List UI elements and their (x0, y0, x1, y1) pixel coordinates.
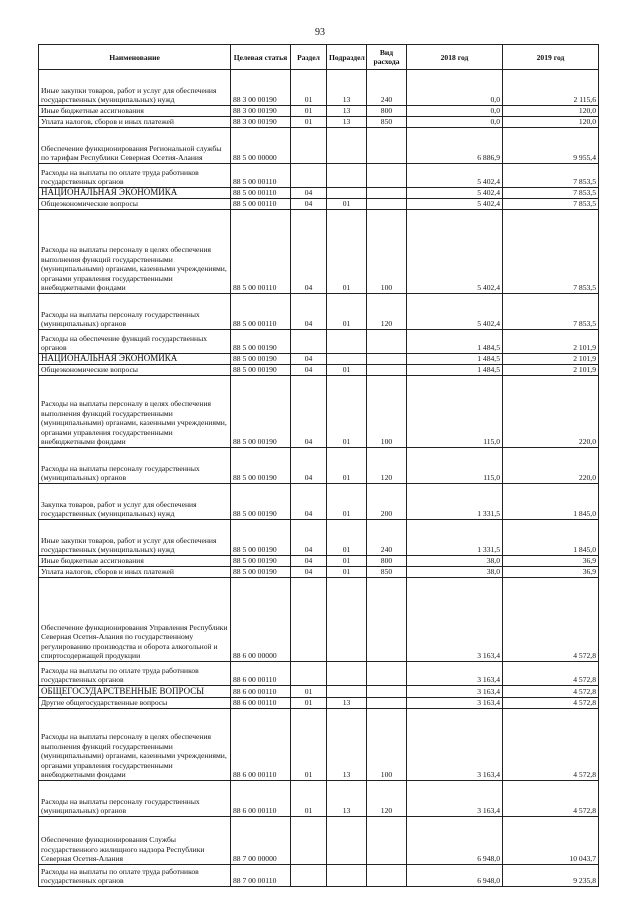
table-row (39, 294, 599, 330)
cell-2019: 7 853,5 (503, 164, 599, 188)
cell-2018: 0,0 (407, 117, 503, 128)
cell-2019: 9 955,4 (503, 128, 599, 164)
table-row (39, 330, 599, 354)
cell-expense-type (367, 686, 407, 698)
cell-2018: 3 163,4 (407, 662, 503, 686)
budget-table (38, 44, 599, 887)
cell-section: 01 (291, 698, 327, 709)
table-row (39, 567, 599, 578)
cell-section (291, 662, 327, 686)
cell-expense-type (367, 354, 407, 365)
cell-name: Общеэкономические вопросы (39, 199, 231, 210)
cell-2019: 1 845,0 (503, 484, 599, 520)
table-row (39, 376, 599, 448)
cell-code: 88 5 00 00190 (231, 567, 291, 578)
cell-2018: 0,0 (407, 106, 503, 117)
cell-2019: 4 572,8 (503, 578, 599, 662)
cell-name: Расходы на выплаты по оплате труда работников государственных органов (39, 164, 231, 188)
cell-2019: 4 572,8 (503, 698, 599, 709)
cell-section: 04 (291, 365, 327, 376)
cell-2018: 38,0 (407, 556, 503, 567)
cell-subsection: 13 (327, 698, 367, 709)
cell-name: Иные закупки товаров, работ и услуг для обеспечения государственных (муниципальных) нужд (39, 520, 231, 556)
header-section: Раздел (291, 45, 327, 70)
cell-2019: 120,0 (503, 117, 599, 128)
cell-subsection: 01 (327, 294, 367, 330)
cell-2018: 3 163,4 (407, 578, 503, 662)
cell-2019: 9 235,8 (503, 865, 599, 887)
cell-subsection (327, 128, 367, 164)
table-row (39, 865, 599, 887)
cell-2018: 1 331,5 (407, 484, 503, 520)
cell-name: НАЦИОНАЛЬНАЯ ЭКОНОМИКА (39, 188, 231, 199)
cell-name: Обеспечение функционирования Службы государственного жилищного надзора Республики Северная Осетия-Алания (39, 817, 231, 865)
cell-code: 88 6 00 00110 (231, 698, 291, 709)
cell-2019: 4 572,8 (503, 709, 599, 781)
table-row (39, 817, 599, 865)
cell-subsection: 01 (327, 448, 367, 484)
cell-section: 04 (291, 567, 327, 578)
cell-section (291, 865, 327, 887)
cell-name: Расходы на выплаты персоналу в целях обеспечения выполнения функций государственными (муниципальными) органами, казенными учреждениями, органами управления государственными внебюджетными фондами (39, 210, 231, 294)
cell-expense-type: 850 (367, 567, 407, 578)
cell-subsection: 13 (327, 709, 367, 781)
table-row (39, 188, 599, 199)
cell-section: 04 (291, 448, 327, 484)
cell-2019: 120,0 (503, 106, 599, 117)
cell-subsection: 13 (327, 117, 367, 128)
cell-subsection (327, 188, 367, 199)
cell-2019: 7 853,5 (503, 294, 599, 330)
cell-expense-type (367, 164, 407, 188)
cell-code: 88 5 00 00190 (231, 376, 291, 448)
cell-section: 04 (291, 354, 327, 365)
cell-expense-type: 200 (367, 484, 407, 520)
cell-name: Расходы на выплаты персоналу государственных (муниципальных) органов (39, 448, 231, 484)
cell-name: Расходы на выплаты персоналу государственных (муниципальных) органов (39, 781, 231, 817)
cell-2019: 36,9 (503, 556, 599, 567)
cell-expense-type: 800 (367, 556, 407, 567)
cell-expense-type: 240 (367, 70, 407, 106)
header-expense-type: Вид расхода (367, 45, 407, 70)
cell-name: Обеспечение функционирования Управления Республики Северная Осетия-Алания по государственному регулированию производства и оборота алкогольной и спиртосодержащей продукции (39, 578, 231, 662)
cell-name: Уплата налогов, сборов и иных платежей (39, 117, 231, 128)
cell-section (291, 578, 327, 662)
cell-code: 88 5 00 00190 (231, 354, 291, 365)
cell-code: 88 5 00 00190 (231, 484, 291, 520)
cell-2019: 220,0 (503, 448, 599, 484)
cell-code: 88 6 00 00110 (231, 781, 291, 817)
cell-name: Расходы на выплаты по оплате труда работников государственных органов (39, 662, 231, 686)
cell-subsection: 01 (327, 365, 367, 376)
cell-2019: 7 853,5 (503, 199, 599, 210)
cell-code: 88 5 00 00110 (231, 210, 291, 294)
cell-name: Общеэкономические вопросы (39, 365, 231, 376)
cell-2019: 1 845,0 (503, 520, 599, 556)
cell-2018: 115,0 (407, 376, 503, 448)
cell-2018: 6 886,9 (407, 128, 503, 164)
cell-2019: 220,0 (503, 376, 599, 448)
cell-expense-type (367, 330, 407, 354)
cell-subsection: 01 (327, 376, 367, 448)
cell-code: 88 6 00 00110 (231, 662, 291, 686)
cell-subsection: 01 (327, 484, 367, 520)
cell-expense-type: 850 (367, 117, 407, 128)
cell-code: 88 5 00 00000 (231, 128, 291, 164)
cell-code: 88 6 00 00000 (231, 578, 291, 662)
table-row (39, 117, 599, 128)
cell-name: Иные бюджетные ассигнования (39, 556, 231, 567)
table-row (39, 128, 599, 164)
cell-expense-type: 100 (367, 210, 407, 294)
cell-expense-type: 120 (367, 448, 407, 484)
cell-expense-type (367, 578, 407, 662)
cell-section: 01 (291, 106, 327, 117)
cell-subsection: 13 (327, 106, 367, 117)
table-row (39, 199, 599, 210)
header-2018: 2018 год (407, 45, 503, 70)
cell-code: 88 6 00 00110 (231, 686, 291, 698)
table-row (39, 781, 599, 817)
cell-code: 88 5 00 00110 (231, 199, 291, 210)
cell-2019: 4 572,8 (503, 686, 599, 698)
cell-2019: 4 572,8 (503, 662, 599, 686)
cell-expense-type (367, 365, 407, 376)
table-header-row (39, 45, 599, 70)
cell-code: 88 3 00 00190 (231, 106, 291, 117)
table-row (39, 484, 599, 520)
cell-section: 01 (291, 117, 327, 128)
cell-section: 01 (291, 686, 327, 698)
table-row (39, 578, 599, 662)
table-row (39, 210, 599, 294)
cell-subsection: 01 (327, 520, 367, 556)
cell-expense-type: 120 (367, 294, 407, 330)
cell-code: 88 5 00 00190 (231, 556, 291, 567)
cell-2018: 6 948,0 (407, 865, 503, 887)
cell-section: 04 (291, 484, 327, 520)
cell-2019: 2 115,6 (503, 70, 599, 106)
cell-2018: 5 402,4 (407, 164, 503, 188)
cell-subsection (327, 686, 367, 698)
cell-2018: 3 163,4 (407, 698, 503, 709)
cell-2018: 3 163,4 (407, 781, 503, 817)
cell-code: 88 3 00 00190 (231, 117, 291, 128)
table-row (39, 448, 599, 484)
table-row (39, 662, 599, 686)
cell-name: ОБЩЕГОСУДАРСТВЕННЫЕ ВОПРОСЫ (39, 686, 231, 698)
cell-2018: 1 484,5 (407, 365, 503, 376)
cell-code: 88 5 00 00110 (231, 164, 291, 188)
cell-2018: 1 484,5 (407, 354, 503, 365)
cell-expense-type (367, 662, 407, 686)
cell-name: Расходы на выплаты персоналу в целях обеспечения выполнения функций государственными (муниципальными) органами, казенными учреждениями, органами управления государственными внебюджетными фондами (39, 376, 231, 448)
cell-name: Расходы на выплаты персоналу государственных (муниципальных) органов (39, 294, 231, 330)
cell-2019: 2 101,9 (503, 365, 599, 376)
cell-expense-type (367, 698, 407, 709)
header-2019: 2019 год (503, 45, 599, 70)
cell-name: Расходы на обеспечение функций государственных органов (39, 330, 231, 354)
cell-expense-type: 100 (367, 376, 407, 448)
cell-name: Уплата налогов, сборов и иных платежей (39, 567, 231, 578)
cell-2019: 4 572,8 (503, 781, 599, 817)
table-row (39, 709, 599, 781)
cell-2019: 7 853,5 (503, 188, 599, 199)
cell-2018: 5 402,4 (407, 199, 503, 210)
table-row (39, 698, 599, 709)
cell-2018: 0,0 (407, 70, 503, 106)
cell-2019: 36,9 (503, 567, 599, 578)
cell-section (291, 817, 327, 865)
cell-2019: 7 853,5 (503, 210, 599, 294)
cell-section: 04 (291, 188, 327, 199)
cell-code: 88 5 00 00190 (231, 520, 291, 556)
cell-code: 88 3 00 00190 (231, 70, 291, 106)
cell-code: 88 5 00 00190 (231, 330, 291, 354)
cell-expense-type (367, 817, 407, 865)
table-row (39, 106, 599, 117)
cell-expense-type (367, 128, 407, 164)
cell-code: 88 6 00 00110 (231, 709, 291, 781)
table-row (39, 70, 599, 106)
cell-name: Расходы на выплаты персоналу в целях обеспечения выполнения функций государственными (муниципальными) органами, казенными учреждениями, органами управления государственными внебюджетными фондами (39, 709, 231, 781)
cell-2019: 10 043,7 (503, 817, 599, 865)
cell-subsection (327, 578, 367, 662)
cell-expense-type (367, 199, 407, 210)
cell-code: 88 7 00 00000 (231, 817, 291, 865)
cell-code: 88 5 00 00110 (231, 188, 291, 199)
cell-expense-type (367, 188, 407, 199)
cell-subsection: 13 (327, 70, 367, 106)
cell-subsection: 01 (327, 199, 367, 210)
cell-section: 04 (291, 520, 327, 556)
cell-2018: 5 402,4 (407, 294, 503, 330)
cell-2018: 38,0 (407, 567, 503, 578)
cell-name: Иные бюджетные ассигнования (39, 106, 231, 117)
cell-name: Иные закупки товаров, работ и услуг для обеспечения государственных (муниципальных) нужд (39, 70, 231, 106)
cell-expense-type: 120 (367, 781, 407, 817)
cell-section: 01 (291, 709, 327, 781)
cell-subsection (327, 865, 367, 887)
cell-2018: 1 331,5 (407, 520, 503, 556)
table-row (39, 556, 599, 567)
cell-section (291, 330, 327, 354)
header-name: Наименование (39, 45, 231, 70)
cell-expense-type: 240 (367, 520, 407, 556)
cell-name: Закупка товаров, работ и услуг для обеспечения государственных (муниципальных) нужд (39, 484, 231, 520)
cell-subsection: 01 (327, 210, 367, 294)
cell-subsection: 13 (327, 781, 367, 817)
cell-2019: 2 101,9 (503, 330, 599, 354)
cell-section: 04 (291, 294, 327, 330)
cell-section: 04 (291, 210, 327, 294)
cell-code: 88 5 00 00190 (231, 365, 291, 376)
table-row (39, 686, 599, 698)
cell-section: 01 (291, 781, 327, 817)
cell-name: Другие общегосударственные вопросы (39, 698, 231, 709)
cell-expense-type: 800 (367, 106, 407, 117)
table-row (39, 520, 599, 556)
cell-name: НАЦИОНАЛЬНАЯ ЭКОНОМИКА (39, 354, 231, 365)
table-row (39, 164, 599, 188)
cell-2018: 1 484,5 (407, 330, 503, 354)
cell-2018: 5 402,4 (407, 188, 503, 199)
table-row (39, 354, 599, 365)
cell-section (291, 128, 327, 164)
table-row (39, 365, 599, 376)
cell-expense-type: 100 (367, 709, 407, 781)
cell-subsection (327, 662, 367, 686)
cell-section: 04 (291, 556, 327, 567)
header-subsection: Подраздел (327, 45, 367, 70)
cell-2019: 2 101,9 (503, 354, 599, 365)
cell-code: 88 5 00 00190 (231, 448, 291, 484)
cell-section: 04 (291, 376, 327, 448)
cell-subsection: 01 (327, 567, 367, 578)
cell-name: Обеспечение функционирования Региональной службы по тарифам Республики Северная Осетия-Алания (39, 128, 231, 164)
cell-expense-type (367, 865, 407, 887)
header-code: Целевая статья (231, 45, 291, 70)
cell-2018: 3 163,4 (407, 686, 503, 698)
cell-subsection (327, 164, 367, 188)
cell-code: 88 5 00 00110 (231, 294, 291, 330)
cell-subsection: 01 (327, 556, 367, 567)
cell-code: 88 7 00 00110 (231, 865, 291, 887)
cell-section: 01 (291, 70, 327, 106)
cell-section: 04 (291, 199, 327, 210)
cell-subsection (327, 330, 367, 354)
cell-subsection (327, 817, 367, 865)
cell-2018: 3 163,4 (407, 709, 503, 781)
page-number: 93 (315, 27, 325, 38)
cell-section (291, 164, 327, 188)
cell-2018: 6 948,0 (407, 817, 503, 865)
cell-2018: 5 402,4 (407, 210, 503, 294)
cell-subsection (327, 354, 367, 365)
cell-2018: 115,0 (407, 448, 503, 484)
cell-name: Расходы на выплаты по оплате труда работников государственных органов (39, 865, 231, 887)
